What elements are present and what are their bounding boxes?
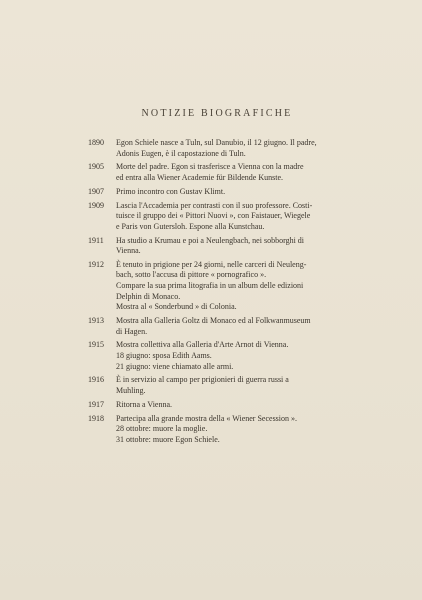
biography-entry xyxy=(88,162,340,183)
entry-text xyxy=(116,187,340,198)
entry-text-line: Lascia l'Accademia per contrasti con il suo professore. Costi- xyxy=(116,200,313,210)
entry-text-line: Vienna. xyxy=(116,246,141,256)
biography-entry xyxy=(88,187,340,198)
entry-text-line: Delphin di Monaco. xyxy=(116,291,181,301)
biography-entry xyxy=(88,138,340,159)
entry-year: 1907 xyxy=(88,186,104,196)
biography-entry xyxy=(88,236,340,257)
entry-year: 1916 xyxy=(88,375,104,385)
entry-text-line: Mostra collettiva alla Galleria d'Arte Arnot di Vienna. xyxy=(116,340,289,350)
entry-text xyxy=(116,400,340,411)
biography-entry xyxy=(88,260,340,313)
entry-text-line: 18 giugno: sposa Edith Aams. xyxy=(116,351,212,360)
page-title: NOTIZIE BIOGRAFICHE xyxy=(141,108,293,119)
entry-text xyxy=(116,201,340,233)
entry-text-line: Muhling. xyxy=(116,385,146,395)
entry-text-line: È in servizio al campo per prigionieri di guerra russi a xyxy=(116,375,289,385)
entry-text xyxy=(116,316,340,337)
entry-text-line: Ha studio a Krumau e poi a Neulengbach, nei sobborghi di xyxy=(116,235,305,245)
entry-text-line: tuisce il gruppo dei « Pittori Nuovi », con Faistauer, Wiegele xyxy=(116,211,311,221)
entry-text xyxy=(116,236,340,257)
biography-entry xyxy=(88,340,340,372)
biography-entry xyxy=(88,400,340,411)
entry-text-line: Adonis Eugen, è il capostazione di Tuln. xyxy=(116,148,246,158)
entry-text-line: Egon Schiele nasce a Tuln, sul Danubio, il 12 giugno. Il padre, xyxy=(116,138,317,147)
entry-year: 1912 xyxy=(88,259,104,269)
entry-text xyxy=(116,414,340,446)
entry-text-line: 21 giugno: viene chiamato alle armi. xyxy=(116,361,234,371)
biography-entry xyxy=(88,201,340,233)
entry-text xyxy=(116,162,340,183)
entry-text-line: di Hagen. xyxy=(116,326,148,336)
entry-year: 1918 xyxy=(88,413,104,423)
entry-year: 1915 xyxy=(88,340,104,350)
entry-text xyxy=(116,375,340,396)
biography-entry xyxy=(88,414,340,446)
biography-list xyxy=(88,138,340,449)
entry-year: 1913 xyxy=(88,316,104,326)
entry-text xyxy=(116,260,340,313)
entry-text-line: Partecipa alla grande mostra della « Wiener Secession ». xyxy=(116,413,298,423)
entry-text-line: Morte del padre. Egon si trasferisce a Vienna con la madre xyxy=(116,162,304,172)
entry-text-line: Ritorna a Vienna. xyxy=(116,399,173,409)
entry-text-line: È tenuto in prigione per 24 giorni, nelle carceri di Neuleng- xyxy=(116,259,307,269)
entry-year: 1890 xyxy=(88,138,104,147)
entry-text-line: ed entra alla Wiener Academie für Bildende Kunste. xyxy=(116,172,284,182)
entry-text xyxy=(116,138,340,159)
entry-text-line: Mostra alla Galleria Goltz di Monaco ed al Folkwanmuseum xyxy=(116,316,311,326)
entry-text-line: e Paris von Gutersloh. Espone alla Kunstchau. xyxy=(116,221,265,231)
entry-text-line: bach, sotto l'accusa di pittore « pornografico ». xyxy=(116,270,267,280)
entry-year: 1909 xyxy=(88,200,104,210)
biography-entry xyxy=(88,375,340,396)
entry-text-line: 31 ottobre: muore Egon Schiele. xyxy=(116,434,220,444)
entry-text-line: 28 ottobre: muore la moglie. xyxy=(116,424,208,434)
biography-entry xyxy=(88,316,340,337)
entry-text-line: Compare la sua prima litografia in un album delle edizioni xyxy=(116,281,304,291)
entry-year: 1911 xyxy=(88,235,104,245)
entry-text-line: Primo incontro con Gustav Klimt. xyxy=(116,186,226,196)
entry-year: 1905 xyxy=(88,162,104,172)
entry-text-line: Mostra al « Sonderbund » di Colonia. xyxy=(116,302,237,312)
entry-year: 1917 xyxy=(88,399,104,409)
entry-text xyxy=(116,340,340,372)
